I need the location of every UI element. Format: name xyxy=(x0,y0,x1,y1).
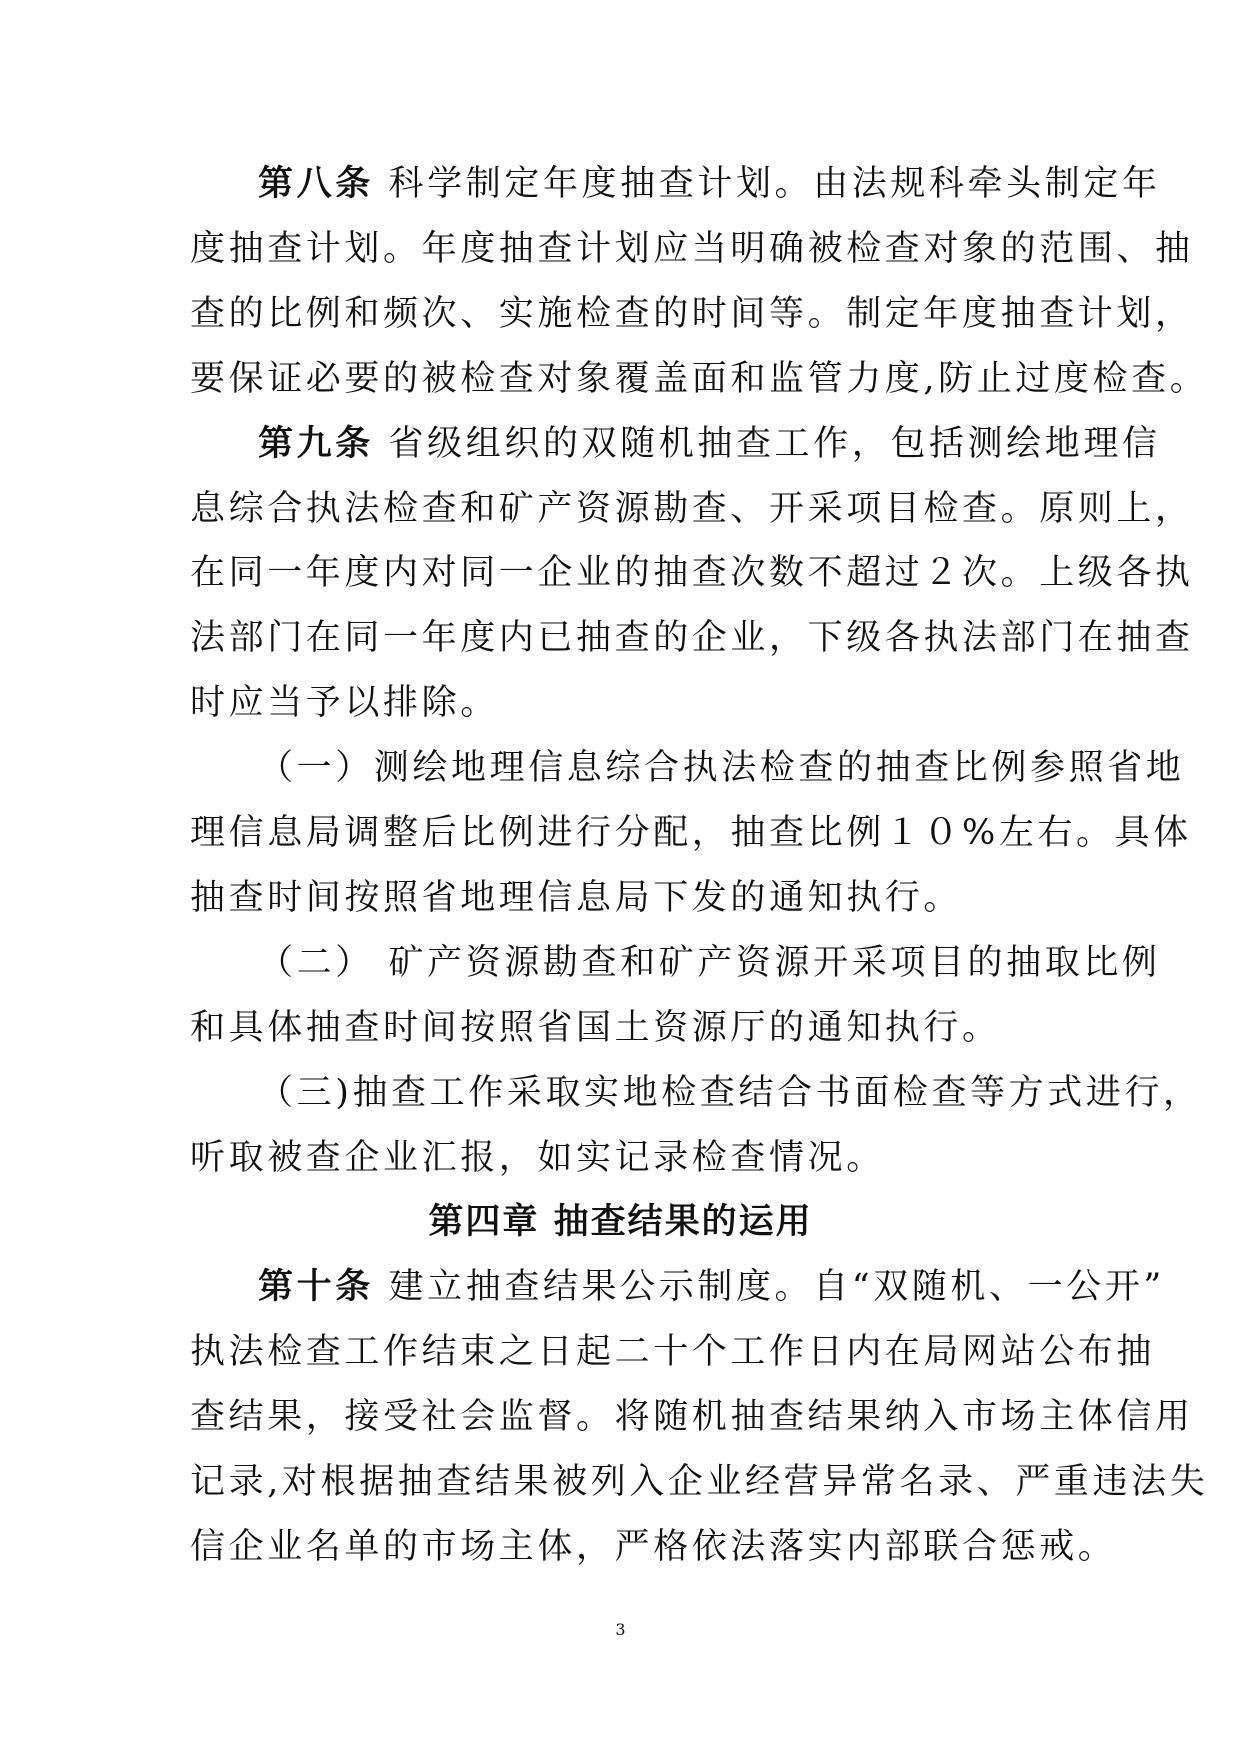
text-line xyxy=(258,941,1161,985)
text-line xyxy=(258,746,1185,790)
text-line xyxy=(190,1460,1209,1504)
article-number: 第九条 xyxy=(258,422,374,464)
line-text: 查的比例和频次、实施检查的时间等。制定年度抽查计划， xyxy=(190,293,1194,334)
line-text: 要保证必要的被检查对象覆盖面和监管力度,防止过度检查。 xyxy=(190,358,1209,399)
text-line xyxy=(190,551,1194,595)
line-text: 建立抽查结果公示制度。自“双随机、一公开” xyxy=(373,1267,1165,1308)
text-line xyxy=(190,1330,1156,1374)
text-line xyxy=(190,1395,1194,1439)
article-number: 第十条 xyxy=(258,1266,374,1308)
line-text: 抽查时间按照省地理信息局下发的通知执行。 xyxy=(190,877,963,918)
line-text: 省级组织的双随机抽查工作，包括测绘地理信 xyxy=(373,423,1161,464)
line-text: 度抽查计划。年度抽查计划应当明确被检查对象的范围、抽 xyxy=(190,228,1194,269)
text-line xyxy=(190,292,1194,336)
text-line xyxy=(190,357,1209,401)
line-text: 和具体抽查时间按照省国土资源厅的通知执行。 xyxy=(190,1007,1001,1048)
line-text: （二） 矿产资源勘查和矿产资源开采项目的抽取比例 xyxy=(258,942,1161,983)
line-text: 查结果，接受社会监督。将随机抽查结果纳入市场主体信用 xyxy=(190,1397,1194,1438)
text-line xyxy=(258,162,1161,206)
line-text: 执法检查工作结束之日起二十个工作日内在局网站公布抽 xyxy=(190,1332,1156,1373)
text-line xyxy=(190,227,1194,271)
text-line xyxy=(190,681,1060,725)
text-line xyxy=(258,1071,1202,1115)
line-text: 在同一年度内对同一企业的抽查次数不超过２次。上级各执 xyxy=(190,553,1194,594)
text-line xyxy=(190,616,1194,660)
text-line xyxy=(258,1265,1165,1309)
line-text: 理信息局调整后比例进行分配，抽查比例１０%左右。具体 xyxy=(190,813,1192,853)
line-text: 息综合执法检查和矿产资源勘查、开采项目检查。原则上， xyxy=(190,488,1194,529)
line-text: （一）测绘地理信息综合执法检查的抽查比例参照省地 xyxy=(258,748,1185,789)
chapter-heading xyxy=(0,1200,1241,1244)
line-text: 记录,对根据抽查结果被列入企业经营异常名录、严重违法失 xyxy=(190,1462,1209,1502)
line-text: 时应当予以排除。 xyxy=(190,683,499,724)
line-text: 科学制定年度抽查计划。由法规科牵头制定年 xyxy=(373,164,1161,204)
text-line xyxy=(190,1006,1060,1050)
text-line xyxy=(190,876,1060,920)
text-line xyxy=(190,811,1192,855)
line-text: 听取被查企业汇报，如实记录检查情况。 xyxy=(190,1137,885,1178)
text-line xyxy=(190,1525,1117,1569)
line-text: （三)抽查工作采取实地检查结合书面检查等方式进行， xyxy=(258,1072,1202,1113)
line-text: 信企业名单的市场主体，严格依法落实内部联合惩戒。 xyxy=(190,1526,1117,1567)
text-line xyxy=(190,487,1194,531)
page-number: 3 xyxy=(615,1620,626,1639)
text-line xyxy=(258,422,1161,466)
line-text: 法部门在同一年度内已抽查的企业，下级各执法部门在抽查 xyxy=(190,618,1194,659)
line-text: 第四章 抽查结果的运用 xyxy=(428,1201,813,1243)
article-number: 第八条 xyxy=(258,163,374,204)
text-line xyxy=(190,1136,1060,1180)
